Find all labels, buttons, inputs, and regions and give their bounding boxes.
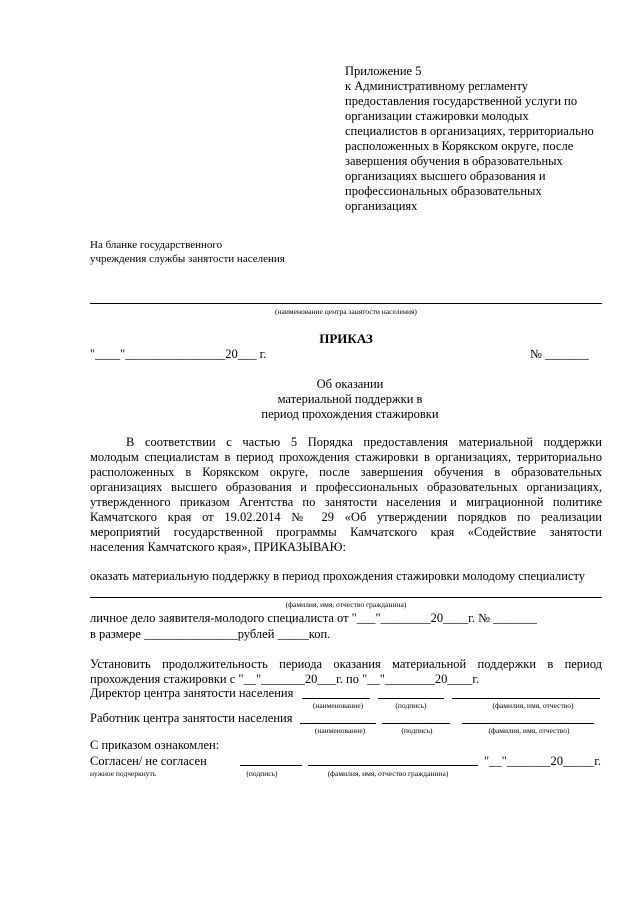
subject-line-3: период прохождения стажировки	[261, 407, 439, 421]
director-label: Директор центра занятости населения	[90, 686, 294, 700]
worker-name-line	[300, 723, 376, 724]
letterhead-note	[90, 238, 285, 266]
body-line: мероприятий государственной программы Камчатского края «Содействие занятости	[90, 525, 602, 539]
period-block	[90, 657, 602, 687]
appendix-line: к Административному регламенту	[345, 79, 529, 93]
appendix-line: расположенных в Корякском округе, после	[345, 139, 574, 153]
order-text: оказать материальную поддержку в период прохождения стажировки молодому специалисту	[90, 569, 586, 583]
appendix-line: Приложение 5	[345, 64, 422, 78]
letterhead-line-1: На бланке государственного	[90, 239, 223, 251]
order-date: "____"________________20___ г.	[90, 347, 267, 361]
body-line-last: населения Камчатского края», ПРИКАЗЫВАЮ:	[90, 540, 346, 554]
body-paragraph	[90, 435, 602, 555]
body-line: утвержденного приказом Агентства по занятости населения и миграционной политике	[90, 495, 602, 509]
appendix-line: организациях	[345, 199, 418, 213]
agree-label: Согласен/ не согласен	[90, 754, 207, 768]
agree-date: "__"_______20_____г.	[484, 754, 602, 768]
appendix-line: организации стажировки молодых	[345, 109, 529, 123]
body-line: расположенных в Корякском округе, после завершения обучения в образовательных	[90, 465, 602, 479]
appendix-line: организациях высшего образования и	[345, 169, 546, 183]
worker-caption-fio: (фамилия, имя, отчество)	[488, 726, 570, 735]
appendix-line: профессиональных образовательных	[345, 184, 542, 198]
document-title: ПРИКАЗ	[319, 331, 373, 346]
worker-label: Работник центра занятости населения	[90, 711, 293, 725]
order-subject	[200, 377, 500, 422]
fio-caption: (фамилия, имя, отчество гражданина)	[285, 600, 407, 609]
appendix-block	[345, 64, 594, 214]
director-caption-name: (наименование)	[312, 701, 364, 710]
director-name-line	[302, 698, 370, 699]
worker-fio-line	[462, 723, 594, 724]
center-name-caption: (наименование центра занятости населения)	[275, 307, 417, 316]
agree-sign-line	[240, 765, 302, 766]
worker-caption-sign: (подпись)	[401, 726, 433, 735]
agree-sign-caption: (подпись)	[246, 769, 278, 778]
appendix-line: предоставления государственной услуги по	[345, 94, 578, 108]
director-caption-sign: (подпись)	[395, 701, 427, 710]
agree-fio-caption: (фамилия, имя, отчество гражданина)	[327, 769, 449, 778]
personal-file-line: личное дело заявителя-молодого специалиста от "___"________20____г. № _______	[90, 611, 537, 625]
body-line: молодым специалистам в период прохождения стажировки в организациях, территориально	[90, 450, 602, 464]
center-name-line	[90, 303, 602, 304]
letterhead-line-2: учреждения службы занятости населения	[90, 253, 285, 265]
body-line: Камчатского края от 19.02.2014 № 29 «Об утверждении порядков по реализации	[90, 510, 602, 524]
director-fio-line	[452, 698, 600, 699]
order-number: № _______	[530, 347, 589, 361]
period-line-2: прохождения стажировки с "__"_______20___г. по "__"________20____г.	[90, 672, 480, 686]
amount-line: в размере _______________рублей _____коп.	[90, 627, 331, 641]
worker-caption-name: (наименование)	[314, 726, 366, 735]
director-sign-line	[378, 698, 444, 699]
body-line: В соответствии с частью 5 Порядка предоставления материальной поддержки	[126, 435, 602, 449]
director-caption-fio: (фамилия, имя, отчество)	[492, 701, 574, 710]
acquainted-label: С приказом ознакомлен:	[90, 738, 220, 752]
worker-sign-line	[382, 723, 450, 724]
agree-fio-line	[308, 765, 478, 766]
subject-line-2: материальной поддержки в	[277, 392, 423, 406]
appendix-line: специалистов в организациях, территориально	[345, 124, 594, 138]
body-line: организациях высшего образования и профессиональных образовательных организациях,	[90, 480, 602, 494]
appendix-line: завершения обучения в образовательных	[345, 154, 563, 168]
subject-line-1: Об оказании	[316, 377, 384, 391]
fio-line	[90, 597, 602, 598]
period-line-1: Установить продолжительность периода оказания материальной поддержки в период	[90, 657, 602, 671]
agree-underline-caption: нужное подчеркнуть	[90, 769, 157, 778]
